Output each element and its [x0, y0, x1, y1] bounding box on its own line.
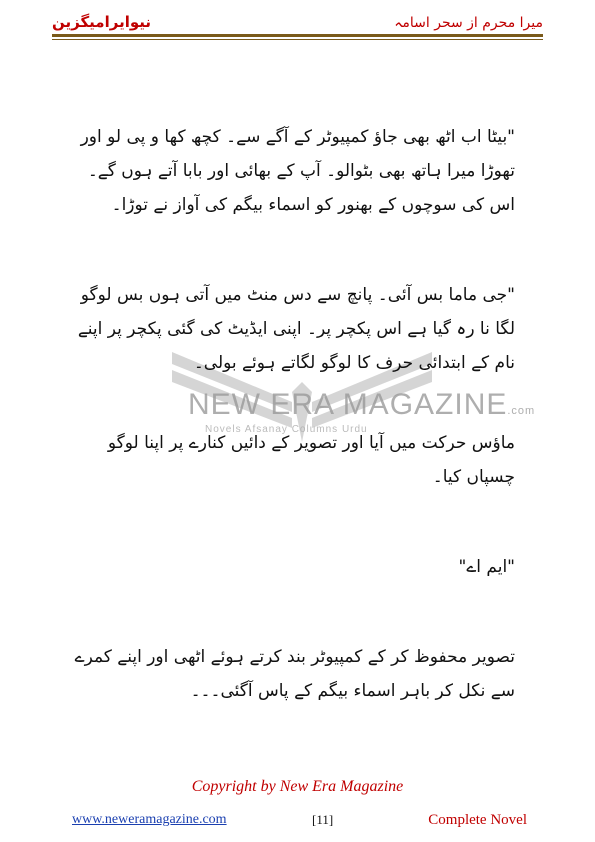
paragraph: "بیٹا اب اٹھ بھی جاؤ کمپیوٹر کے آگے سے۔ کچھ کھا و پی لو اور تھوڑا میرا ہاتھ بھی بٹوالو۔ آپ کے بھائی اور بابا آتے ہوں گے۔ اس کی سوچوں کے بھنور کو اسماء بیگم کی آواز نے توڑا۔	[80, 127, 515, 215]
copyright-line: Copyright by New Era Magazine	[191, 778, 404, 795]
watermark-title: NEW ERA MAGAZINE.com	[188, 388, 536, 421]
story-body	[72, 120, 515, 708]
paragraph: "ایم اے"	[458, 557, 515, 577]
paragraph: تصویر محفوظ کر کے کمپیوٹر بند کرتے ہوئے اٹھی اور اپنے کمرے سے نکل کر باہر اسماء بیگم کے پاس آگئی۔۔۔	[74, 647, 515, 701]
paragraph: "جی ماما بس آئی۔ پانچ سے دس منٹ میں آتی ہوں بس لوگو لگا نا رہ گیا ہے اس پکچر پر۔ اپنی ایڈیٹ کی گئی پکچر پر اپنے نام کے ابتدائی حرف کا لوگو لگاتے ہوئے بولی۔	[77, 285, 515, 373]
paragraph: ماؤس حرکت میں آیا اور تصویر کے دائیں کنارے پر اپنا لوگو چسپاں کیا۔	[107, 433, 515, 487]
page-footer	[62, 812, 533, 836]
complete-novel-label: Complete Novel	[428, 812, 527, 828]
website-link[interactable]: www.neweramagazine.com	[72, 812, 227, 827]
page-header	[52, 6, 543, 37]
page-number: [11]	[312, 812, 334, 827]
magazine-name: نیوایرامیگزین	[52, 13, 152, 31]
watermark-subtitle: Novels Afsanay Columns Urdu	[205, 424, 368, 435]
novel-title-author: میرا محرم از سحر اسامہ	[394, 15, 543, 31]
